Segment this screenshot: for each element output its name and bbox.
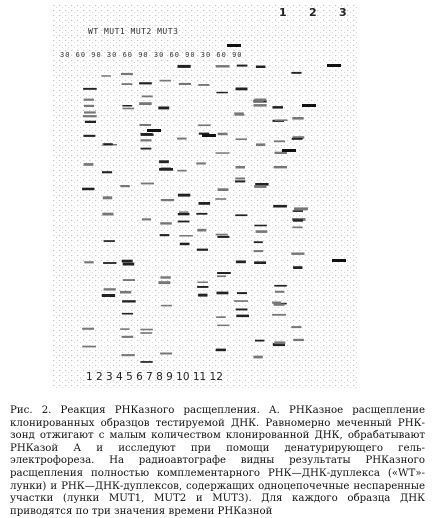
gel-band [140,329,153,331]
gel-band [274,341,285,344]
gel-band [142,218,151,220]
gel-band [178,65,191,68]
gel-band [236,315,249,318]
gel-band [139,82,152,84]
gel-band [121,73,133,75]
gel-band [178,213,190,215]
gel-band [235,180,245,182]
lane-label-1: 1 [279,6,287,19]
gel-band [198,124,211,126]
gel-band [217,275,226,277]
gel-band [292,138,303,140]
lane-label-2: 2 [309,6,317,19]
gel-band [158,107,169,110]
gel-band [273,106,284,109]
gel-band [235,214,247,216]
gel-band [332,259,346,262]
gel-band [179,235,193,237]
gel-band [227,44,241,47]
gel-band [84,261,93,263]
time-labels: 30 60 90 30 60 90 30 60 90 30 60 90 [60,51,243,59]
gel-band [216,234,228,236]
gel-band [123,279,135,281]
gel-band [122,83,133,85]
gel-band [159,160,169,163]
gel-band [178,221,190,223]
gel-band [237,292,247,294]
gel-band [282,149,296,152]
gel-band [293,339,304,341]
gel-band [292,227,302,229]
gel-band [104,240,115,242]
gel-band [256,230,268,233]
gel-band [198,294,207,297]
gel-band [198,84,209,86]
gel-band [256,66,266,69]
gel-band [147,129,161,132]
gel-band [236,261,246,264]
gel-band [180,243,190,246]
gel-band [254,261,266,264]
gel-band [217,236,229,238]
gel-band [254,225,266,227]
gel-band [291,253,304,255]
gel-band [121,354,134,356]
gel-band [273,205,287,208]
gel-band [274,166,287,168]
gel-band [178,194,190,197]
gel-band [122,336,134,338]
gel-band [141,183,154,185]
gel-band [123,108,135,110]
gel-band [254,99,266,102]
gel-band [197,282,208,284]
gel-image [52,4,358,390]
gel-band [294,207,308,210]
gel-band [122,300,136,302]
gel-band [120,328,129,330]
gel-band [103,262,116,264]
gel-band [274,304,285,306]
gel-band [254,185,266,188]
gel-band [140,332,152,334]
gel-band [197,286,208,288]
gel-band [216,349,226,352]
gel-band [83,88,97,90]
gel-band [216,92,228,94]
gel-band [160,80,171,82]
gel-band [122,260,133,263]
gel-band [293,266,302,269]
gel-band [161,199,174,201]
gel-band [158,281,170,284]
gel-band [327,64,341,67]
gel-band [177,170,186,172]
gel-band [254,250,264,252]
gel-band [104,143,113,145]
gel-band [272,302,281,304]
gel-band [196,213,207,215]
gel-band [293,219,303,222]
gel-band [123,263,135,266]
gel-band [217,272,231,274]
gel-band [140,361,152,363]
gel-band [235,178,245,180]
gel-band [275,152,288,154]
gel-band [179,211,189,213]
gel-band [82,328,94,330]
gel-band [215,198,226,200]
gel-band [84,105,94,107]
figure-caption: Рис. 2. Реакция РНКазного расщепления. А. РНКазное расщепление клонированных образцов тестируемой ДНК. Равномерно меченный РНК-зонд отжигают с малым количеством клонированной ДНК, обрабатывают РНКазой А и исследуют при помощи денатурирующего гель-электрофореза. На радиоавтографе видны результаты РНКазного расщепления полностью комплементарного РНК—ДНК-дуплекса («WT»-лунки) и РНК—ДНК-дуплексов, содержащих одноцепочечные неспаренные участки (лунки MUT1, MUT2 и MUT3). Для каждого образца ДНК приводятся по три значения времени РНКазной [10,405,425,517]
gel-band [83,135,95,137]
gel-band [234,112,244,114]
gel-band [103,196,112,199]
gel-band [274,140,285,142]
gel-band [216,152,230,154]
gel-band [254,104,267,107]
gel-band [82,346,96,348]
gel-band [83,115,97,117]
gel-autoradiograph [52,4,358,390]
gel-band [275,291,285,293]
gel-band [84,163,94,166]
gel-band [255,340,265,342]
gel-band [102,213,113,216]
gel-band [217,325,229,327]
gel-band [197,249,208,251]
gel-band [104,288,116,290]
gel-band [275,119,288,121]
gel-band [161,305,172,307]
gel-band [160,234,170,236]
gel-band [199,202,211,205]
gel-band [236,138,247,140]
gel-band [218,133,228,136]
gel-band [237,65,248,67]
gel-band [84,111,96,113]
gel-band [160,222,172,224]
gel-band [217,292,229,295]
gel-band [141,148,152,150]
gel-band [160,276,170,278]
gel-band [160,353,172,355]
gel-band [236,166,246,169]
gel-band [120,185,130,187]
gel-band [216,65,230,67]
gel-band [82,188,94,191]
gel-band [196,162,206,164]
gel-band [254,241,263,243]
gel-band [236,88,248,91]
gel-band [274,285,287,287]
gel-band [159,168,173,171]
gel-band [102,75,111,77]
gel-band [291,72,301,74]
bottom-lane-numbers: 1 2 3 4 5 6 7 8 9 10 11 12 [86,371,223,383]
gel-band [293,210,303,212]
gel-band [254,101,264,103]
gel-band [177,138,187,140]
gel-band [202,134,216,137]
gel-band [236,309,248,311]
gel-band [292,117,303,120]
gel-band [197,229,206,232]
gel-band [139,102,152,105]
gel-band [291,326,301,328]
gel-band [85,121,96,123]
gel-band [140,124,152,126]
gel-band [120,291,131,294]
gel-band [234,300,248,302]
gel-band [216,316,226,318]
gel-band [179,83,191,85]
gel-band [122,313,133,315]
gel-band [102,294,115,297]
sample-labels: WT MUT1 MUT2 MUT3 [88,27,179,36]
lane-label-3: 3 [339,6,347,19]
gel-band [256,143,265,146]
gel-band [84,99,94,101]
gel-band [253,356,262,359]
gel-band [218,188,229,191]
gel-band [302,104,316,107]
gel-band [141,133,153,136]
gel-band [141,139,152,141]
gel-band [272,314,286,316]
gel-band [142,96,153,98]
gel-band [102,171,112,173]
gel-band [122,105,132,107]
